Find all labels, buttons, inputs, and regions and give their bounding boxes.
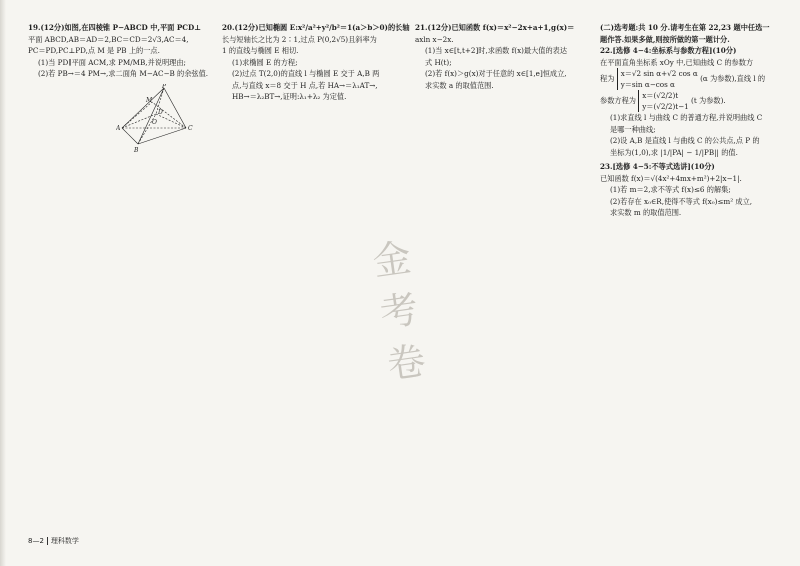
footer-subject: 理科数学 bbox=[50, 537, 79, 545]
q20-line-2: 1 的直线与椭圆 E 相切. bbox=[222, 46, 299, 55]
q22-eq1-pre: 程为 bbox=[600, 74, 615, 83]
q20-head: 20.(12分)已知椭圆 E:x²/a²+y²/b²＝1(a＞b＞0)的长轴 bbox=[222, 23, 410, 32]
question-19 bbox=[28, 22, 218, 157]
q19-head: 19.(12分)如图,在四棱锥 P−ABCD 中,平面 PCD⊥ bbox=[28, 23, 202, 32]
q21-head: 21.(12分)已知函数 f(x)＝x²−2x+a+1,g(x)＝ bbox=[415, 23, 575, 32]
q22-eq1 bbox=[600, 68, 792, 90]
q23-part-1: (1)若 m＝2,求不等式 f(x)≤6 的解集; bbox=[610, 185, 731, 194]
q21-part-1a: (1)当 x∈[t,t+2]时,求函数 f(x)最大值的表达 bbox=[425, 46, 568, 55]
label-C: C bbox=[188, 124, 193, 132]
q23-head: 23.[选修 4−5:不等式选讲](10分) bbox=[600, 162, 715, 171]
footer-page-number: 8—2 bbox=[28, 537, 44, 545]
q23-line-1: 已知函数 f(x)＝√(4x²+4mx+m²)+2|x−1|. bbox=[600, 173, 742, 183]
page-footer bbox=[28, 536, 79, 546]
pyramid-diagram bbox=[116, 84, 206, 154]
elective-head-2: 题作答.如果多做,则按所做的第一题计分. bbox=[600, 34, 730, 44]
q22-line-1: 在平面直角坐标系 xOy 中,已知曲线 C 的参数方 bbox=[600, 57, 754, 67]
q22-eq1-a: x＝√2 sin α+√2 cos α bbox=[620, 69, 698, 78]
q21-part-2a: (2)若 f(x)＞g(x)对于任意的 x∈[1,e]恒成立, bbox=[425, 69, 567, 78]
q20-part-1: (1)求椭圆 E 的方程; bbox=[232, 57, 298, 67]
elective-section bbox=[600, 22, 792, 219]
q22-part-1a: (1)求直线 l 与曲线 C 的普通方程,并说明曲线 C bbox=[610, 113, 763, 122]
q20-part-2c: HB→＝λ₂BT→,证明:λ₁+λ₂ 为定值. bbox=[232, 92, 347, 101]
q22-eq2 bbox=[600, 90, 792, 112]
q22-eq1-b: y＝sin α−cos α bbox=[620, 80, 675, 89]
label-A: A bbox=[116, 124, 121, 132]
q22-eq2-pre: 参数方程为 bbox=[600, 96, 636, 105]
q22-eq1-system bbox=[617, 68, 698, 90]
label-O: O bbox=[152, 118, 157, 126]
q19-line-1: 平面 ABCD,AB＝AD＝2,BC＝CD＝2√3,AC＝4, bbox=[28, 34, 189, 44]
elective-head-1: (二)选考题:共 10 分.请考生在第 22,23 题中任选一 bbox=[600, 23, 770, 32]
q21-line-1: axln x−2x. bbox=[415, 34, 454, 44]
q20-part-2b: 点,与直线 x＝8 交于 H 点,若 HA→＝λ₁AT→, bbox=[232, 80, 378, 90]
q20-line-1: 长与短轴长之比为 2∶1,过点 P(0,2√5)且斜率为 bbox=[222, 34, 377, 44]
q22-eq2-b: y＝(√2/2)t−1 bbox=[642, 102, 689, 111]
q22-eq2-system bbox=[638, 90, 689, 112]
q23-part-2a: (2)若存在 x₀∈R,使得不等式 f(x₀)≤m² 成立, bbox=[610, 196, 753, 206]
q19-part-2: (2)若 PB→＝4 PM→,求二面角 M−AC−B 的余弦值. bbox=[38, 69, 209, 78]
q19-line-2: PC＝PD,PC⊥PD,点 M 是 PB 上的一点. bbox=[28, 46, 160, 55]
q22-part-1b: 是哪一种曲线; bbox=[610, 124, 656, 134]
q22-part-2b: 坐标为(1,0),求 |1/|PA| − 1/|PB|| 的值. bbox=[610, 147, 738, 157]
q22-part-2a: (2)设 A,B 是直线 l 与曲线 C 的公共点,点 P 的 bbox=[610, 136, 760, 145]
label-B: B bbox=[134, 146, 139, 154]
handwritten-watermark: 金考卷 bbox=[369, 235, 429, 388]
q22-eq2-post: (t 为参数). bbox=[691, 96, 726, 105]
label-M: M bbox=[146, 96, 153, 104]
q22-eq1-post: (α 为参数),直线 l 的 bbox=[700, 74, 766, 83]
q23-part-2b: 求实数 m 的取值范围. bbox=[610, 208, 682, 217]
q21-part-1b: 式 H(t); bbox=[425, 57, 452, 67]
q19-part-1: (1)当 PD∥平面 ACM,求 PM/MB,并说明理由; bbox=[38, 57, 186, 67]
question-21 bbox=[415, 22, 595, 91]
q20-part-2a: (2)过点 T(2,0)的直线 l 与椭圆 E 交于 A,B 两 bbox=[232, 69, 380, 78]
label-P: P bbox=[162, 83, 167, 90]
label-D: D bbox=[158, 108, 163, 116]
footer-divider bbox=[47, 537, 48, 545]
q21-part-2b: 求实数 a 的取值范围. bbox=[425, 80, 494, 90]
q22-head: 22.[选修 4−4:坐标系与参数方程](10分) bbox=[600, 46, 737, 55]
q22-eq2-a: x＝(√2/2)t bbox=[642, 91, 679, 100]
question-20 bbox=[222, 22, 412, 103]
page-edge-shadow bbox=[0, 0, 6, 566]
